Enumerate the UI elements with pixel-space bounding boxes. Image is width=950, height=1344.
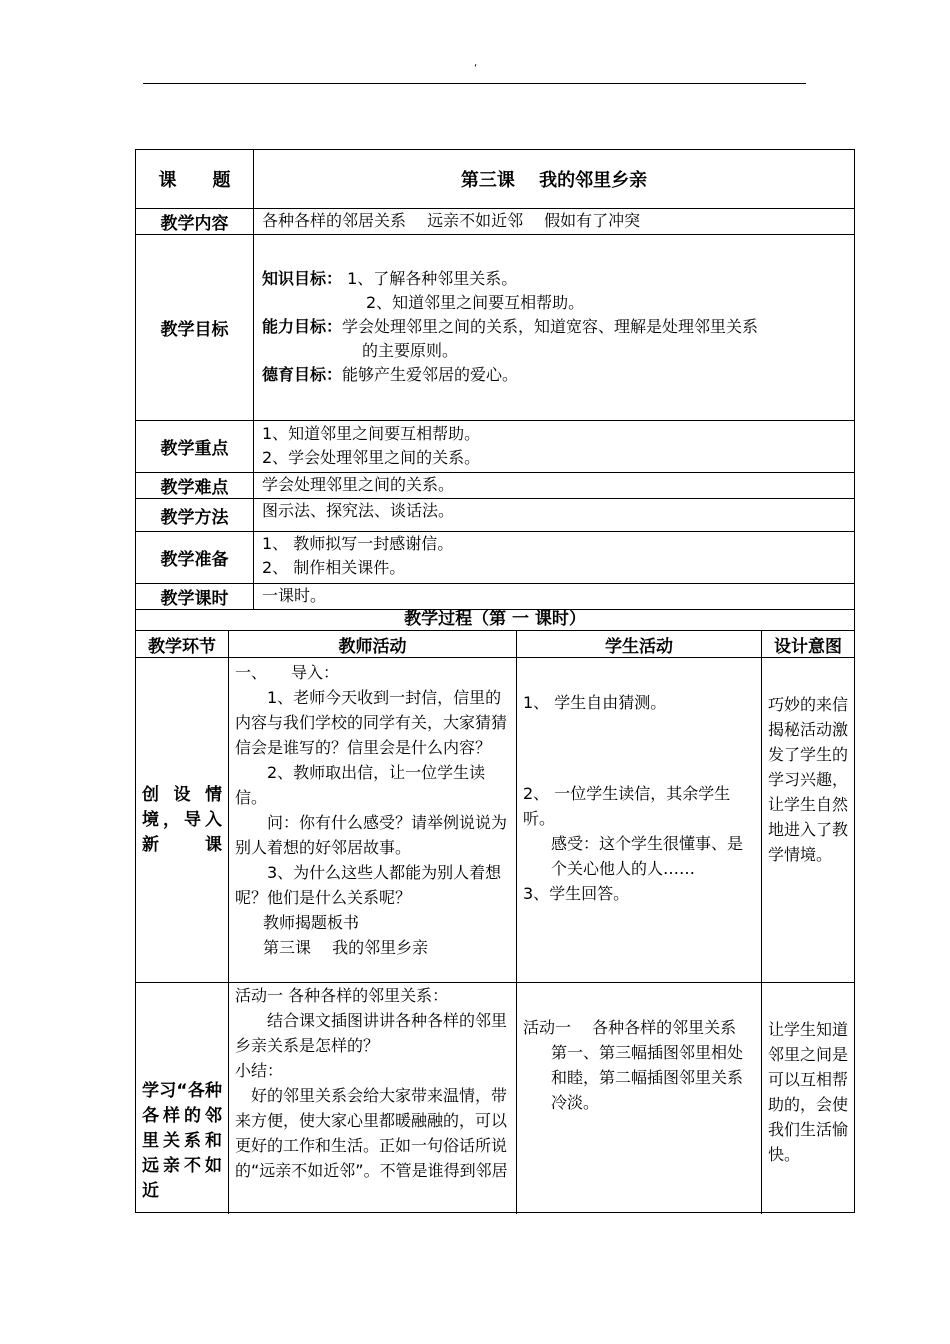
student-activity-one <box>517 983 762 1214</box>
value-difficulty: 学会处理邻里之间的关系。 <box>262 475 455 494</box>
label-key-points: 教学重点 <box>136 421 254 472</box>
teacher-intro-7: 第三课 我的邻里乡亲 <box>263 938 429 957</box>
teacher-intro-2: 1、老师今天收到一封信，信里的内容与我们学校的同学有关，大家猜猜信会是谁写的？信里会是什么内容？ <box>235 688 508 757</box>
value-lesson-title: 第三课 我的邻里乡亲 <box>460 170 648 191</box>
label-goals: 教学目标 <box>136 235 254 420</box>
student-intro-1: 1、 学生自由猜测。 <box>523 693 667 712</box>
value-key-points <box>254 421 854 472</box>
teacher-intro-5: 3、为什么这些人都能为别人着想呢？他们是什么关系呢？ <box>235 863 502 907</box>
intent-activity-one: 让学生知道邻里之间是可以互相帮助的，会使我们生活愉快。 <box>768 1020 849 1164</box>
process-title: 教学过程（第 一 课时） <box>404 609 586 629</box>
stage-activity-one: 学习“各种各样的邻里关系和远亲不如近 <box>136 983 229 1214</box>
header-mark: ‘ <box>474 63 478 74</box>
teacher-activity-3: 小结： <box>235 1061 284 1080</box>
row-content <box>136 209 854 235</box>
goal-knowledge-line-1 <box>262 267 846 291</box>
student-intro <box>517 658 762 982</box>
teacher-intro-1: 一、 导入： <box>235 663 340 682</box>
value-content: 各种各样的邻居关系 远亲不如近邻 假如有了冲突 <box>262 211 641 230</box>
value-goals <box>254 235 854 420</box>
header-stage: 教学环节 <box>136 631 229 657</box>
teacher-intro-6: 教师揭题板书 <box>263 913 360 932</box>
goal-moral-line <box>262 363 846 387</box>
teacher-intro-3: 2、教师取出信，让一位学生读信。 <box>235 763 486 807</box>
goal-knowledge-text-2: 2、知道邻里之间要互相帮助。 <box>366 293 585 312</box>
lesson-info-table <box>135 149 855 610</box>
teaching-process-table <box>135 603 855 1213</box>
row-preparation <box>136 532 854 584</box>
intent-intro: 巧妙的来信揭秘活动激发了学生的学习兴趣，让学生自然地进入了教学情境。 <box>768 695 849 864</box>
student-intro-4: 3、学生回答。 <box>523 884 630 903</box>
row-goals <box>136 235 854 421</box>
goal-knowledge-text-1: 1、了解各种邻里关系。 <box>347 269 518 288</box>
header-rule <box>143 83 806 84</box>
key-point-1: 1、知道邻里之间要互相帮助。 <box>262 424 481 443</box>
row-method <box>136 499 854 532</box>
goal-ability-key: 能力目标： <box>262 317 343 336</box>
teacher-intro <box>229 658 517 982</box>
label-class-hours: 教学课时 <box>136 584 254 609</box>
row-key-points <box>136 421 854 473</box>
label-lesson-title: 课 题 <box>136 150 254 208</box>
goal-knowledge-key: 知识目标： <box>262 269 343 288</box>
teacher-activity-1: 活动一 各种各样的邻里关系： <box>235 986 449 1005</box>
process-header-row <box>136 631 854 658</box>
teacher-activity-4: 好的邻里关系会给大家带来温情，带来方便，使大家心里都暖融融的，可以更好的工作和生活。正如一句俗话所说的“远亲不如近邻”。不管是谁得到邻居 <box>235 1086 508 1180</box>
row-lesson-title <box>136 150 854 209</box>
teacher-activity-one <box>229 983 517 1214</box>
process-row-activity-one <box>136 983 854 1214</box>
goal-moral-key: 德育目标： <box>262 365 343 384</box>
preparation-2: 2、 制作相关课件。 <box>262 558 406 577</box>
label-difficulty: 教学难点 <box>136 473 254 498</box>
goal-ability-line-1 <box>262 315 846 339</box>
goal-ability-line-2 <box>262 339 846 363</box>
student-activity-2: 第一、第三幅插图邻里相处和睦，第二幅插图邻里关系冷淡。 <box>551 1043 744 1112</box>
goal-moral-text: 能够产生爱邻居的爱心。 <box>342 365 519 384</box>
stage-intro: 创设情境，导入新课 <box>136 658 229 982</box>
preparation-1: 1、 教师拟写一封感谢信。 <box>262 534 454 553</box>
value-preparation <box>254 532 854 583</box>
goal-knowledge-line-2 <box>262 291 846 315</box>
label-content: 教学内容 <box>136 209 254 234</box>
process-title-row <box>136 603 854 631</box>
student-activity-1: 活动一 各种各样的邻里关系 <box>523 1018 737 1037</box>
value-class-hours: 一课时。 <box>262 586 327 605</box>
teacher-activity-2: 结合课文插图讲讲各种各样的邻里乡亲关系是怎样的？ <box>235 1011 508 1055</box>
goal-ability-text-1: 学会处理邻里之间的关系，知道宽容、理解是处理邻里关系 <box>342 317 759 336</box>
header-intent: 设计意图 <box>774 636 842 657</box>
value-method: 图示法、探究法、谈话法。 <box>262 501 455 520</box>
label-method: 教学方法 <box>136 499 254 531</box>
goal-ability-text-2: 的主要原则。 <box>362 341 459 360</box>
header-teacher: 教师活动 <box>229 631 517 657</box>
process-row-intro <box>136 658 854 983</box>
teacher-intro-4: 问：你有什么感受？请举例说说为别人着想的好邻居故事。 <box>235 813 508 857</box>
key-point-2: 2、学会处理邻里之间的关系。 <box>262 448 481 467</box>
student-intro-2: 2、 一位学生读信，其余学生听。 <box>523 784 731 828</box>
label-preparation: 教学准备 <box>136 532 254 583</box>
student-intro-3: 感受：这个学生很懂事、是个关心他人的人…… <box>551 834 744 878</box>
header-student: 学生活动 <box>517 631 762 657</box>
row-difficulty <box>136 473 854 499</box>
